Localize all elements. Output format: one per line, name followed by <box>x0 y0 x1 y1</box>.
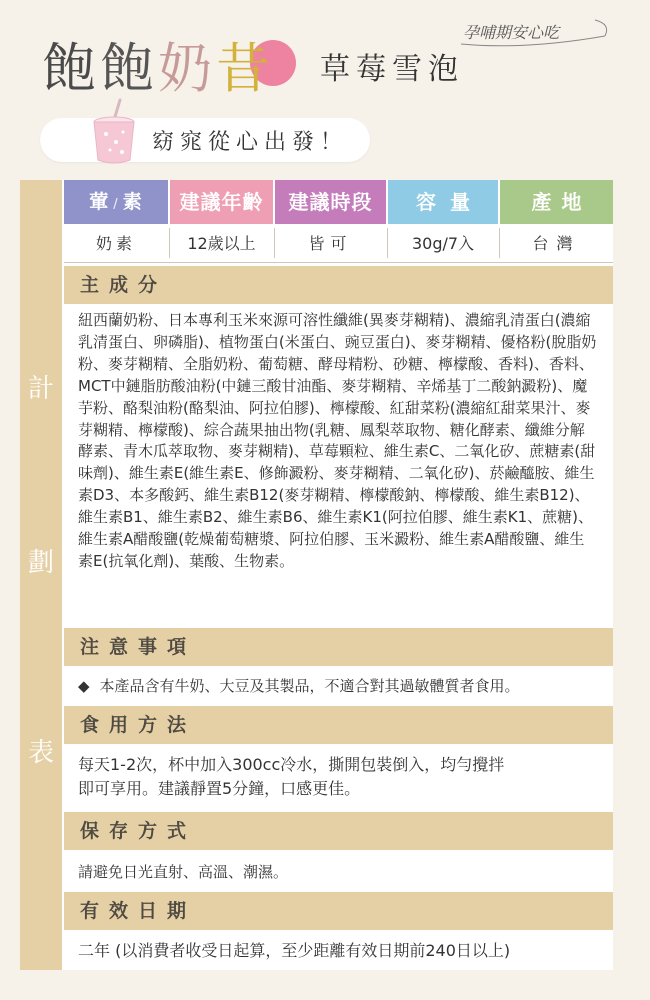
side-label-char-3: 表 <box>27 738 54 768</box>
storage-text: 請避免日光直射、高溫、潮濕。 <box>78 863 289 881</box>
usage-line-1: 每天1-2次，杯中加入300cc冷水，撕開包裝倒入，均勻攪拌 <box>78 755 505 774</box>
value-type: 奶素 <box>64 224 168 262</box>
slogan-text: 窈窕從心出發！ <box>152 130 349 155</box>
side-label-char-1: 計 <box>27 374 54 404</box>
title-char-4: 昔 <box>216 37 274 100</box>
product-flavor: 草莓雪泡 <box>320 52 464 87</box>
diamond-bullet-icon: ◆ <box>78 677 90 695</box>
smoothie-cup-icon <box>86 98 142 168</box>
expiry-text: 二年 (以消費者收受日起算，至少距離有效日期前240日以上) <box>78 941 511 960</box>
header-amount: 容量 <box>388 180 498 224</box>
title-char-3: 奶 <box>158 37 216 100</box>
header-type-b: 素 <box>122 191 143 213</box>
header-origin: 產地 <box>500 180 613 224</box>
brand-title <box>42 26 274 103</box>
header-time: 建議時段 <box>275 180 386 224</box>
section-expiry-title: 有效日期 <box>64 892 613 930</box>
notice-text: 本產品含有牛奶、大豆及其製品，不適合對其過敏體質者食用。 <box>99 677 520 695</box>
value-age: 12歲以上 <box>170 224 273 262</box>
value-amount: 30g/7入 <box>388 224 498 262</box>
pregnancy-tag <box>455 14 605 48</box>
header-type-a: 葷 <box>89 191 110 213</box>
value-origin: 台灣 <box>500 224 613 262</box>
usage-line-2: 即可享用。建議靜置5分鐘，口感更佳。 <box>78 779 361 798</box>
notice-item <box>78 675 520 696</box>
section-notice-title: 注意事項 <box>64 628 613 666</box>
section-storage-title: 保存方式 <box>64 812 613 850</box>
row-divider <box>64 262 613 263</box>
header-age: 建議年齡 <box>170 180 273 224</box>
side-label-char-2: 劃 <box>27 548 54 578</box>
header-type-sep: / <box>113 197 119 212</box>
section-usage-title: 食用方法 <box>64 706 613 744</box>
section-ingredients-title: 主成分 <box>64 266 613 304</box>
title-char-1: 飽 <box>42 37 100 100</box>
header-type <box>64 180 168 224</box>
ingredients-text: 紐西蘭奶粉、日本專利玉米來源可溶性纖維(異麥芽糊精)、濃縮乳清蛋白(濃縮乳清蛋白、卵磷脂)、植物蛋白(米蛋白、豌豆蛋白)、麥芽糊精、優格粉(脫脂奶粉、麥芽糊精、全脂奶粉、葡萄糖、酵母精粉、砂糖、檸檬酸、香料)、香料、MCT中鏈脂肪酸油粉(中鏈三酸甘油酯、麥芽糊精、辛烯基丁二酸鈉澱粉)、魔芋粉、酪梨油粉(酪梨油、阿拉伯膠)、檸檬酸、紅甜菜粉(濃縮紅甜菜果汁、麥芽糊精、檸檬酸)、綜合蔬果抽出物(乳糖、鳳梨萃取物、糖化酵素、纖維分解酵素、青木瓜萃取物、麥芽糊精)、草莓顆粒、維生素C、二氧化矽、蔗糖素(甜味劑)、維生素E(維生素E、修飾澱粉、麥芽糊精、二氧化矽)、菸鹼醯胺、維生素D3、本多酸鈣、維生素B12(麥芽糊精、檸檬酸鈉、檸檬酸、維生素B12)、維生素B1、維生素B2、維生素B6、維生素K1(阿拉伯膠、維生素K1、蔗糖)、維生素A醋酸鹽(乾燥葡萄糖漿、阿拉伯膠、玉米澱粉、維生素A醋酸鹽、維生素E(抗氧化劑)、葉酸、生物素。 <box>78 311 597 570</box>
tag-text: 孕哺期安心吃 <box>463 23 560 42</box>
title-char-2: 飽 <box>100 37 158 100</box>
value-time: 皆可 <box>275 224 386 262</box>
